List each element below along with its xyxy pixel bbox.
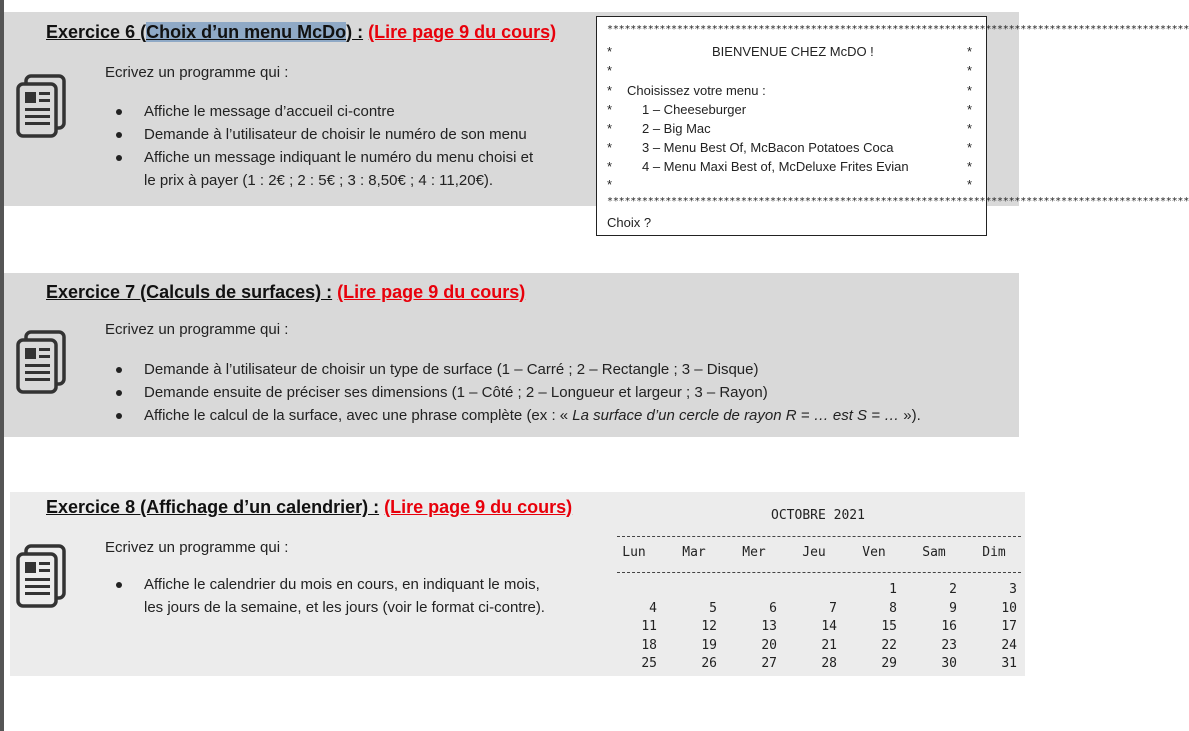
star-left: * (607, 140, 613, 155)
weekday-header: Ven (862, 545, 886, 560)
exercise-8-bullets (104, 573, 609, 619)
list-item: Affiche le message d’accueil ci-contre (104, 100, 594, 123)
weekday-header: Sam (922, 545, 946, 560)
menu-option-3: 3 – Menu Best Of, McBacon Potatoes Coca (642, 140, 894, 155)
list-item: Affiche un message indiquant le numéro du menu choisi et le prix à payer (1 : 2€ ; 2 : 5€ ; 3 : 8,50€ ; 4 : 11,20€). (104, 146, 594, 192)
exercise-7-intro: Ecrivez un programme qui : (105, 321, 289, 338)
list-item: Demande à l’utilisateur de choisir le numéro de son menu (104, 123, 594, 146)
stars-border-top: **************************************************************************************************** (607, 24, 1189, 35)
calendar-day: 6 (769, 600, 777, 616)
calendar-day: 4 (649, 600, 657, 616)
choice-prompt: Choix ? (607, 215, 652, 230)
calendar-day: 14 (821, 619, 837, 634)
exercise-8-title: Exercice 8 (Affichage d’un calendrier) : (Lire page 9 du cours) (46, 497, 573, 517)
document-icon (16, 74, 68, 138)
calendar-day: 29 (881, 656, 897, 671)
star-left: * (607, 121, 613, 136)
exercise-7-bullets (104, 358, 1009, 427)
stars-border-bottom: **************************************************************************************************** (607, 196, 1189, 207)
calendar-day: 16 (941, 619, 957, 634)
calendar-day: 31 (1001, 656, 1017, 671)
menu-option-4: 4 – Menu Maxi Best of, McDeluxe Frites Evian (642, 159, 909, 174)
calendar-day: 13 (761, 619, 777, 634)
star-left: * (607, 83, 613, 98)
course-reference-link[interactable]: (Lire page 9 du cours) (337, 282, 526, 302)
exercise-8-intro: Ecrivez un programme qui : (105, 539, 289, 556)
calendar-divider (617, 536, 1021, 537)
calendar-day: 27 (761, 656, 777, 671)
calendar-day: 18 (641, 637, 657, 653)
star-right: * (966, 44, 972, 59)
calendar-day: 28 (821, 656, 837, 671)
star-left: * (607, 159, 613, 174)
calendar-day: 25 (641, 656, 657, 671)
exercise-6-title: Exercice 6 (Choix d’un menu McDo) : (Lire page 9 du cours) (46, 22, 557, 42)
star-right: * (966, 140, 972, 155)
star-right: * (966, 121, 972, 136)
calendar-day: 5 (709, 600, 717, 616)
weekday-header: Lun (622, 545, 646, 560)
calendar-day: 19 (701, 637, 717, 653)
calendar-day: 12 (701, 619, 717, 634)
welcome-message: BIENVENUE CHEZ McDO ! (712, 44, 874, 59)
calendar-day: 9 (949, 600, 957, 616)
course-reference-link[interactable]: (Lire page 9 du cours) (368, 22, 557, 42)
star-left: * (607, 63, 613, 78)
star-left: * (607, 177, 613, 192)
menu-prompt: Choisissez votre menu : (627, 83, 766, 98)
course-reference-link[interactable]: (Lire page 9 du cours) (384, 497, 573, 517)
highlighted-topic: Choix d’un menu McDo (146, 22, 347, 42)
list-item: Demande ensuite de préciser ses dimensions (1 – Côté ; 2 – Longueur et largeur ; 3 – Rayon) (104, 381, 1009, 404)
star-left: * (607, 102, 613, 117)
calendar-day: 1 (889, 582, 897, 597)
list-item: Demande à l’utilisateur de choisir un type de surface (1 – Carré ; 2 – Rectangle ; 3 – Disque) (104, 358, 1009, 381)
exercise-7-title: Exercice 7 (Calculs de surfaces) : (Lire page 9 du cours) (46, 282, 526, 302)
calendar-day: 26 (701, 656, 717, 671)
mcdo-console-output (596, 16, 1189, 236)
star-left: * (607, 44, 613, 59)
weekday-header: Mer (742, 545, 766, 560)
calendar-day: 15 (881, 619, 897, 634)
calendar-day: 23 (941, 637, 957, 653)
menu-option-2: 2 – Big Mac (642, 121, 711, 136)
list-item: Affiche le calendrier du mois en cours, en indiquant le mois, les jours de la semaine, et les jours (voir le format ci-contre). (104, 573, 609, 619)
weekday-header: Dim (982, 545, 1006, 560)
star-right: * (966, 159, 972, 174)
star-right: * (966, 177, 972, 192)
exercise-6-bullets (104, 100, 594, 192)
star-right: * (966, 102, 972, 117)
weekday-header: Jeu (802, 545, 826, 560)
star-right: * (966, 63, 972, 78)
weekday-header: Mar (682, 545, 706, 560)
exercise-6-intro: Ecrivez un programme qui : (105, 64, 289, 81)
calendar-day: 21 (821, 637, 837, 653)
document-icon (16, 330, 68, 394)
document-icon (16, 544, 68, 608)
calendar-day: 24 (1001, 637, 1017, 653)
calendar-day: 17 (1001, 619, 1017, 634)
calendar-day: 22 (881, 637, 897, 653)
calendar-day: 30 (941, 656, 957, 671)
star-right: * (966, 83, 972, 98)
calendar-day: 3 (1009, 582, 1017, 597)
calendar-day: 11 (641, 619, 657, 634)
calendar-day: 8 (889, 600, 897, 616)
calendar-day: 2 (949, 582, 957, 597)
calendar-day: 7 (829, 600, 837, 616)
list-item: Affiche le calcul de la surface, avec une phrase complète (ex : « La surface d’un cercle de rayon R = … est S = … »). (104, 404, 1009, 427)
menu-option-1: 1 – Cheeseburger (642, 102, 747, 117)
calendar-day: 10 (1001, 600, 1017, 616)
calendar-divider (617, 572, 1021, 573)
calendar-title: OCTOBRE 2021 (771, 508, 865, 523)
calendar-day: 20 (761, 637, 777, 653)
